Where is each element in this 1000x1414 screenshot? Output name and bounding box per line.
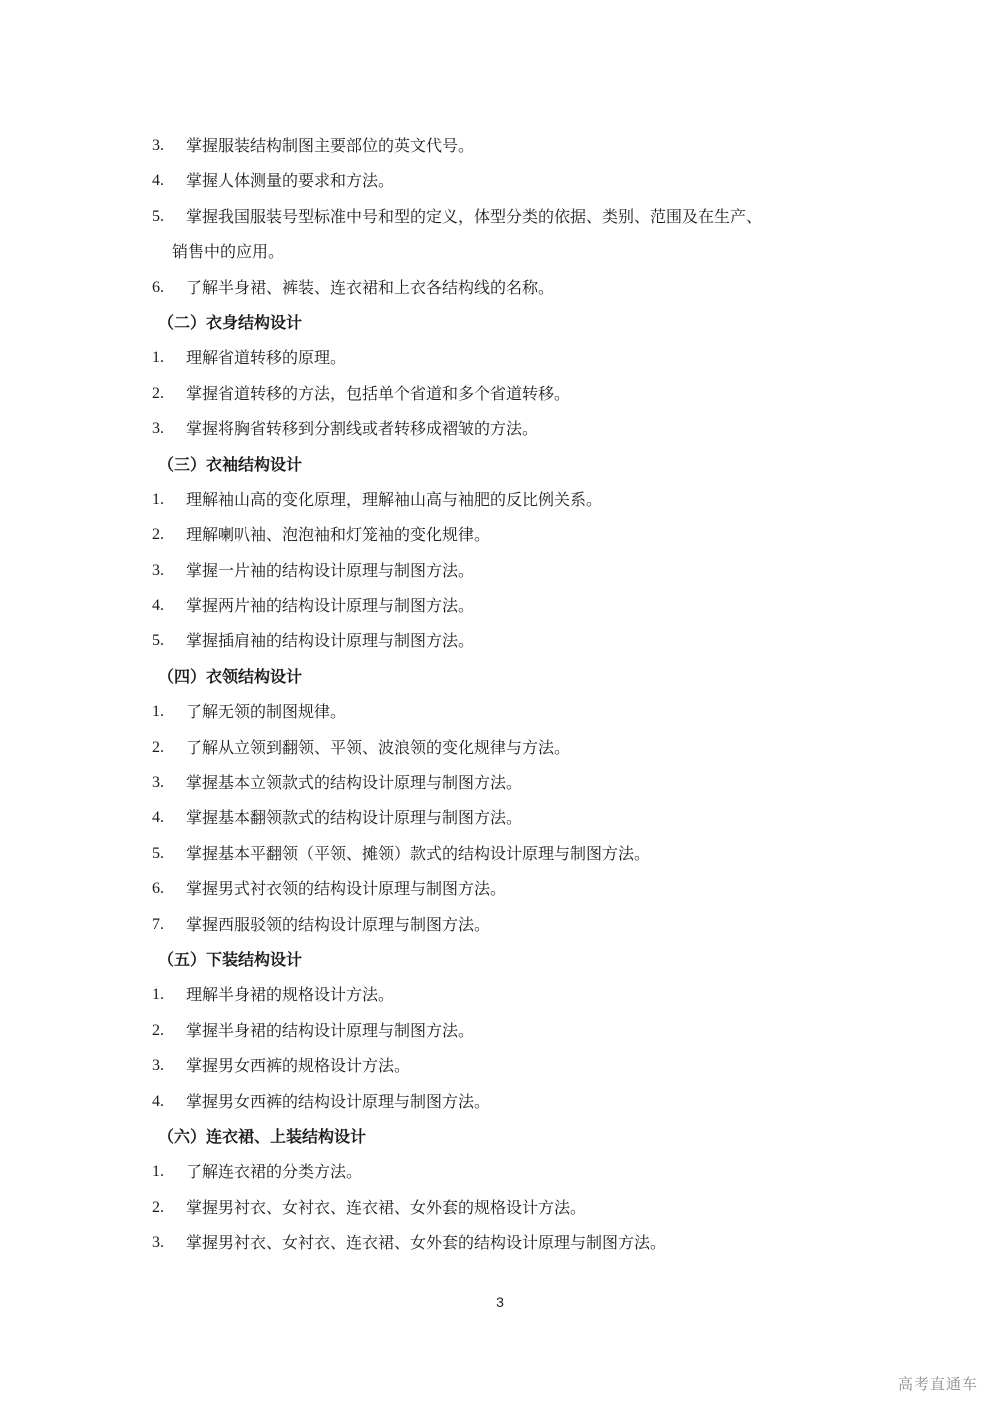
item-number: 2.: [152, 526, 164, 544]
section-heading-sleeve-structure: [148, 447, 868, 482]
section-heading-body-structure: [148, 305, 868, 340]
item-text: 掌握人体测量的要求和方法。: [186, 171, 395, 191]
item-number: 3.: [152, 137, 164, 154]
list-item: [148, 623, 868, 658]
item-text: 理解省道转移的原理。: [186, 348, 347, 368]
list-item: [148, 376, 868, 411]
item-number: 5.: [152, 632, 164, 650]
list-item: [148, 730, 868, 765]
list-item: [148, 1225, 868, 1260]
section-heading-text: （六）连衣裙、上装结构设计: [158, 1126, 367, 1146]
item-number: 2.: [152, 1198, 164, 1216]
item-number: 4.: [152, 1092, 164, 1110]
item-text: 掌握男女西裤的结构设计原理与制图方法。: [186, 1091, 491, 1111]
item-text: 掌握男衬衣、女衬衣、连衣裙、女外套的结构设计原理与制图方法。: [186, 1233, 667, 1253]
item-text: 掌握两片袖的结构设计原理与制图方法。: [186, 596, 475, 616]
list-item: [148, 800, 868, 835]
item-text: 掌握男式衬衣领的结构设计原理与制图方法。: [186, 879, 507, 899]
section-heading-text: （二）衣身结构设计: [158, 312, 303, 332]
item-text: 理解袖山高的变化原理，理解袖山高与袖肥的反比例关系。: [186, 489, 603, 509]
item-number: 1.: [152, 703, 164, 721]
item-number: 2.: [152, 1021, 164, 1039]
item-text: 掌握服装结构制图主要部位的英文代号。: [186, 136, 475, 155]
list-item: [148, 411, 868, 446]
list-item: [148, 765, 868, 800]
watermark: 高考直通车: [897, 1375, 978, 1393]
list-item: [148, 553, 868, 588]
list-item: [148, 1154, 868, 1189]
item-text: 掌握男女西裤的规格设计方法。: [186, 1056, 411, 1076]
item-text: 了解半身裙、裤装、连衣裙和上衣各结构线的名称。: [186, 277, 555, 297]
list-item: [148, 517, 868, 552]
list-item: [148, 977, 868, 1012]
item-text: 了解无领的制图规律。: [186, 702, 347, 722]
item-text: 掌握插肩袖的结构设计原理与制图方法。: [186, 631, 475, 651]
item-number: 3.: [152, 1234, 164, 1252]
item-text: 掌握将胸省转移到分割线或者转移成褶皱的方法。: [186, 419, 539, 439]
list-item: [148, 1048, 868, 1083]
list-item: [148, 1190, 868, 1225]
item-number: 6.: [152, 880, 164, 898]
item-number: 1.: [152, 1163, 164, 1181]
item-number: 2.: [152, 738, 164, 756]
item-number: 3.: [152, 561, 164, 579]
section-heading-text: （四）衣领结构设计: [158, 666, 303, 686]
item-number: 3.: [152, 774, 164, 792]
item-number: 4.: [152, 809, 164, 827]
list-item: [148, 128, 868, 163]
section-heading-text: （五）下装结构设计: [158, 949, 303, 969]
item-text: 了解从立领到翻领、平领、波浪领的变化规律与方法。: [186, 737, 571, 757]
item-text: 理解喇叭袖、泡泡袖和灯笼袖的变化规律。: [186, 525, 491, 545]
item-number: 1.: [152, 349, 164, 367]
item-text: 掌握基本翻领款式的结构设计原理与制图方法。: [186, 808, 523, 828]
item-text: 了解连衣裙的分类方法。: [186, 1162, 363, 1182]
item-text: 掌握基本平翻领（平领、摊领）款式的结构设计原理与制图方法。: [186, 843, 651, 863]
page-number: 3: [496, 1294, 504, 1310]
item-text: 掌握基本立领款式的结构设计原理与制图方法。: [186, 773, 523, 793]
item-number: 2.: [152, 384, 164, 402]
page-content: [148, 128, 868, 1261]
item-text: 掌握一片袖的结构设计原理与制图方法。: [186, 560, 475, 580]
item-text: 掌握半身裙的结构设计原理与制图方法。: [186, 1020, 475, 1040]
item-text: 掌握男衬衣、女衬衣、连衣裙、女外套的规格设计方法。: [186, 1197, 587, 1217]
item-number: 5.: [152, 207, 164, 225]
item-number: 6.: [152, 278, 164, 296]
item-number: 5.: [152, 844, 164, 862]
list-item: [148, 340, 868, 375]
item-text-continuation: 销售中的应用。: [172, 242, 285, 262]
item-number: 1.: [152, 490, 164, 508]
list-item: [148, 836, 868, 871]
item-number: 4.: [152, 172, 164, 190]
item-number: 1.: [152, 986, 164, 1004]
item-text: 掌握省道转移的方法，包括单个省道和多个省道转移。: [186, 383, 571, 403]
item-number: 3.: [152, 1057, 164, 1075]
list-item: [148, 270, 868, 305]
list-item: [148, 871, 868, 906]
list-item: [148, 588, 868, 623]
item-number: 4.: [152, 597, 164, 615]
section-heading-collar-structure: [148, 659, 868, 694]
list-item: [148, 1084, 868, 1119]
item-text: 理解半身裙的规格设计方法。: [186, 985, 395, 1005]
section-heading-dress-tops-structure: [148, 1119, 868, 1154]
item-number: 3.: [152, 420, 164, 438]
list-item: [148, 163, 868, 198]
item-text: 掌握西服驳领的结构设计原理与制图方法。: [186, 914, 491, 934]
item-text: 掌握我国服装号型标准中号和型的定义，体型分类的依据、类别、范围及在生产、: [186, 206, 763, 226]
section-heading-bottoms-structure: [148, 942, 868, 977]
list-item: [148, 1013, 868, 1048]
list-item: [148, 482, 868, 517]
list-item-continuation: [148, 234, 868, 269]
section-heading-text: （三）衣袖结构设计: [158, 454, 303, 474]
item-number: 7.: [152, 915, 164, 933]
list-item: [148, 694, 868, 729]
list-item: [148, 199, 868, 234]
list-item: [148, 907, 868, 942]
